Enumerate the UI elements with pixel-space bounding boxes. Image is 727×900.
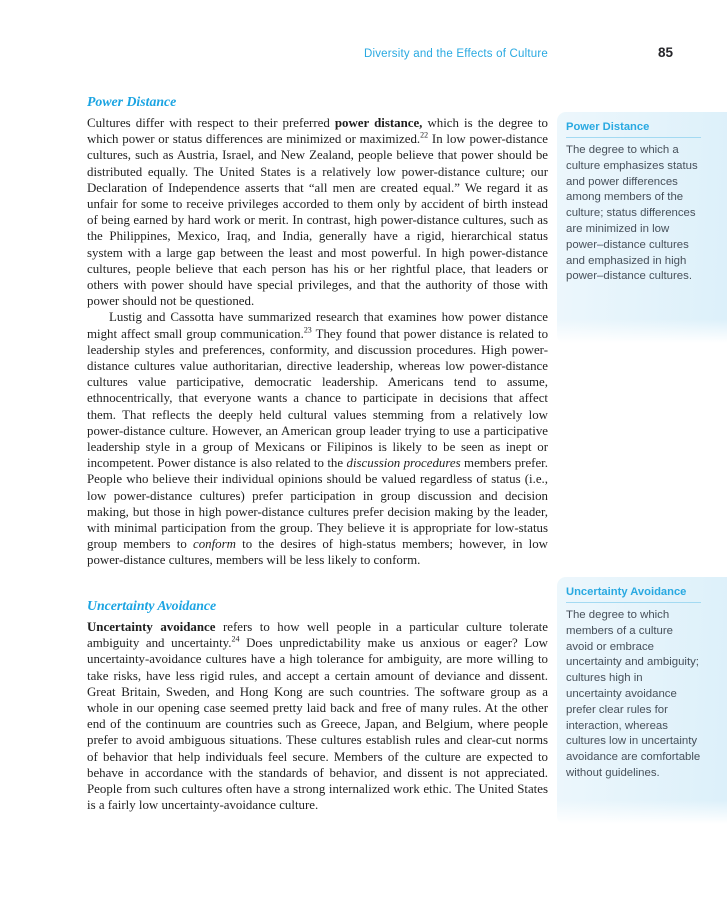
paragraph: Uncertainty avoidance refers to how well people in a particular culture tolerate ambiguity and uncertainty.$^{24}$ Does unpredictability make us anxious or eager? Low uncertainty-avoidance cultures have a high tolerance for ambiguity, are more willing to take risks, have less rigid rules, and accept a certain amount of deviance and dissent. Great Britain, Sweden, and Hong Kong are such countries. The software group as a whole in our opening case seemed pretty laid back and free of many rules. At the other end of the continuum are countries such as Greece, Japan, and Belgium, where people prefer to avoid ambiguous situations. These cultures establish rules and clear-cut norms of behavior that help individuals feel secure. Members of the culture are expected to behave in accordance with the standards of behavior, and dissent is not appreciated. People from such cultures often have a strong internalized work ethic. The United States is a fairly low uncertainty-avoidance culture.: [87, 620, 548, 813]
running-header-title: Diversity and the Effects of Culture: [363, 48, 548, 60]
definition-term: Power Distance: [566, 121, 701, 138]
paragraph: Cultures differ with respect to their preferred power distance, which is the degree to which power or status differences are minimized or maximized.$^{22}$ In low power-distance cultures, such as Austria, Israel, and New Zealand, people believe that power should be distributed equally. The United States is a relatively low power-distance culture; our Declaration of Independence asserts that “all men are created equal.” We regard it as unfair for some to receive privileges accorded to them only by accident of birth instead of being earned by hard work or merit. In contrast, high power-distance cultures, such as the Philippines, Mexico, Iraq, and India, generally have a rigid, hierarchical status system with a large gap between the least and most powerful. In high power-distance cultures, people believe that each person has his or her rightful place, that leaders or others with power should have special privileges, and that the authority of those with power should not be questioned.: [87, 116, 549, 309]
margin-definition-uncertainty-avoidance: [557, 577, 727, 825]
paragraph: Lustig and Cassotta have summarized research that examines how power distance might affect small group communication.$^{23}$ They found that power distance is related to leadership styles and preferences, conformity, and discussion procedures. High power-distance cultures value authoritarian, directive leadership, whereas low power-distance cultures value participative, democratic leadership. Americans tend to assume, ethnocentrically, that everyone wants a chance to participate in decisions that affect them. That reflects the deeply held cultural values stemming from a relatively low power-distance culture. However, an American group leader trying to use a participative leadership style in a group of Mexicans or Filipinos is likely to be seen as inept or incompetent. Power distance is also related to the discussion procedures members prefer. People who believe their individual opinions should be valued regardless of status (i.e., low power-distance cultures) prefer participation in group discussion and decision making, but those in high power-distance cultures prefer decision making by the leader, with minimal participation from the group. They believe it is appropriate for low-status group members to conform to the desires of high-status members; however, in low power-distance cultures, members will be less likely to conform.: [87, 310, 549, 568]
page-number: 85: [658, 45, 674, 60]
section-power-distance: [87, 94, 548, 569]
definition-text: The degree to which a culture emphasizes status and power differences among members of the culture; status differences are minimized in low power–distance cultures and emphasized in high power–distance cultures.: [566, 144, 698, 283]
main-text-column: [87, 0, 548, 900]
section-heading-power-distance: Power Distance: [87, 94, 177, 109]
definition-term: Uncertainty Avoidance: [566, 586, 701, 603]
section-heading-uncertainty-avoidance: Uncertainty Avoidance: [87, 598, 217, 613]
section-uncertainty-avoidance: [87, 598, 548, 813]
definition-text: The degree to which members of a culture avoid or embrace uncertainty and ambiguity; cultures high in uncertainty avoidance prefer clear rules for interaction, whereas cultures low in uncertainty avoidance are comfortable without guidelines.: [566, 609, 701, 779]
margin-definition-power-distance: [557, 112, 727, 344]
